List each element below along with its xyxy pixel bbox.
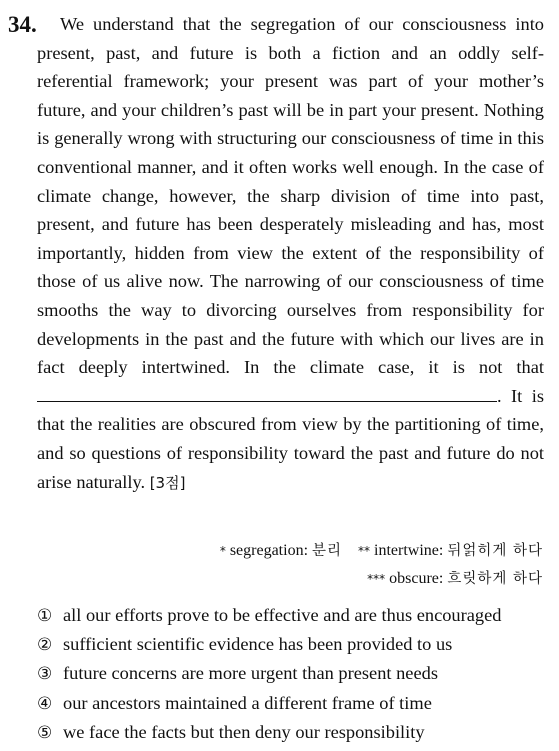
choice-number: ① (37, 606, 53, 626)
answer-blank (37, 383, 497, 402)
choice-3[interactable] (37, 659, 547, 688)
glossary-term: obscure: (389, 570, 444, 587)
asterisk-marker: * (219, 544, 226, 558)
passage-text-part2: . It is that the realities are obscured from view by the partitioning of time, and so questions of responsibility toward the past and future do not arise naturally. (37, 385, 544, 492)
choice-1[interactable] (37, 601, 547, 630)
glossary-line-2 (208, 565, 543, 593)
choice-number: ③ (37, 664, 53, 685)
question-34 (8, 10, 544, 497)
choice-5[interactable] (37, 718, 547, 747)
choice-text: our ancestors maintained a different frame of time (63, 692, 432, 713)
glossary-meaning: 분리 (312, 543, 343, 559)
choice-2[interactable] (37, 630, 547, 659)
choice-text: we face the facts but then deny our responsibility (63, 721, 425, 742)
glossary-meaning: 흐릿하게 하다 (447, 571, 543, 587)
choice-number: ⑤ (37, 722, 53, 743)
asterisk-marker: ** (358, 544, 371, 558)
glossary-item-obscure (367, 565, 543, 593)
choice-number: ② (37, 635, 53, 656)
choice-text: future concerns are more urgent than present needs (63, 663, 438, 684)
choice-text: all our efforts prove to be effective and are thus encouraged (63, 605, 502, 625)
choice-text: sufficient scientific evidence has been provided to us (63, 634, 453, 655)
passage-text-part1: We understand that the segregation of our consciousness into present, past, and future is both a fiction and an oddly self-referential framework; your present was part of your mother’s future, and your children’s past will be in part your present. Nothing is generally wrong with structuring our consciousness of time in this conventional manner, and it often works well enough. In the case of climate change, however, the sharp division of time into past, present, and future has been desperately misleading and has, most importantly, hidden from view the extent of the responsibility of those of us alive now. The narrowing of our consciousness of time smooths the way to divorcing ourselves from responsibility for developments in the past and the future with which our lives are in fact deeply intertwined. In the climate case, it is not that (37, 14, 544, 378)
glossary-line-1 (208, 537, 543, 565)
points-label: [3점] (149, 473, 186, 492)
choice-4[interactable] (37, 689, 547, 718)
glossary (208, 537, 543, 593)
glossary-meaning: 뒤얽히게 하다 (447, 543, 543, 559)
question-number: 34. (8, 12, 37, 37)
glossary-term: intertwine: (374, 542, 444, 559)
glossary-item-intertwine (358, 537, 543, 565)
passage (8, 10, 544, 497)
choice-number: ④ (37, 693, 53, 714)
glossary-term: segregation: (229, 542, 309, 559)
answer-choices (37, 601, 547, 747)
asterisk-marker: *** (367, 572, 386, 586)
glossary-item-segregation (220, 537, 342, 565)
